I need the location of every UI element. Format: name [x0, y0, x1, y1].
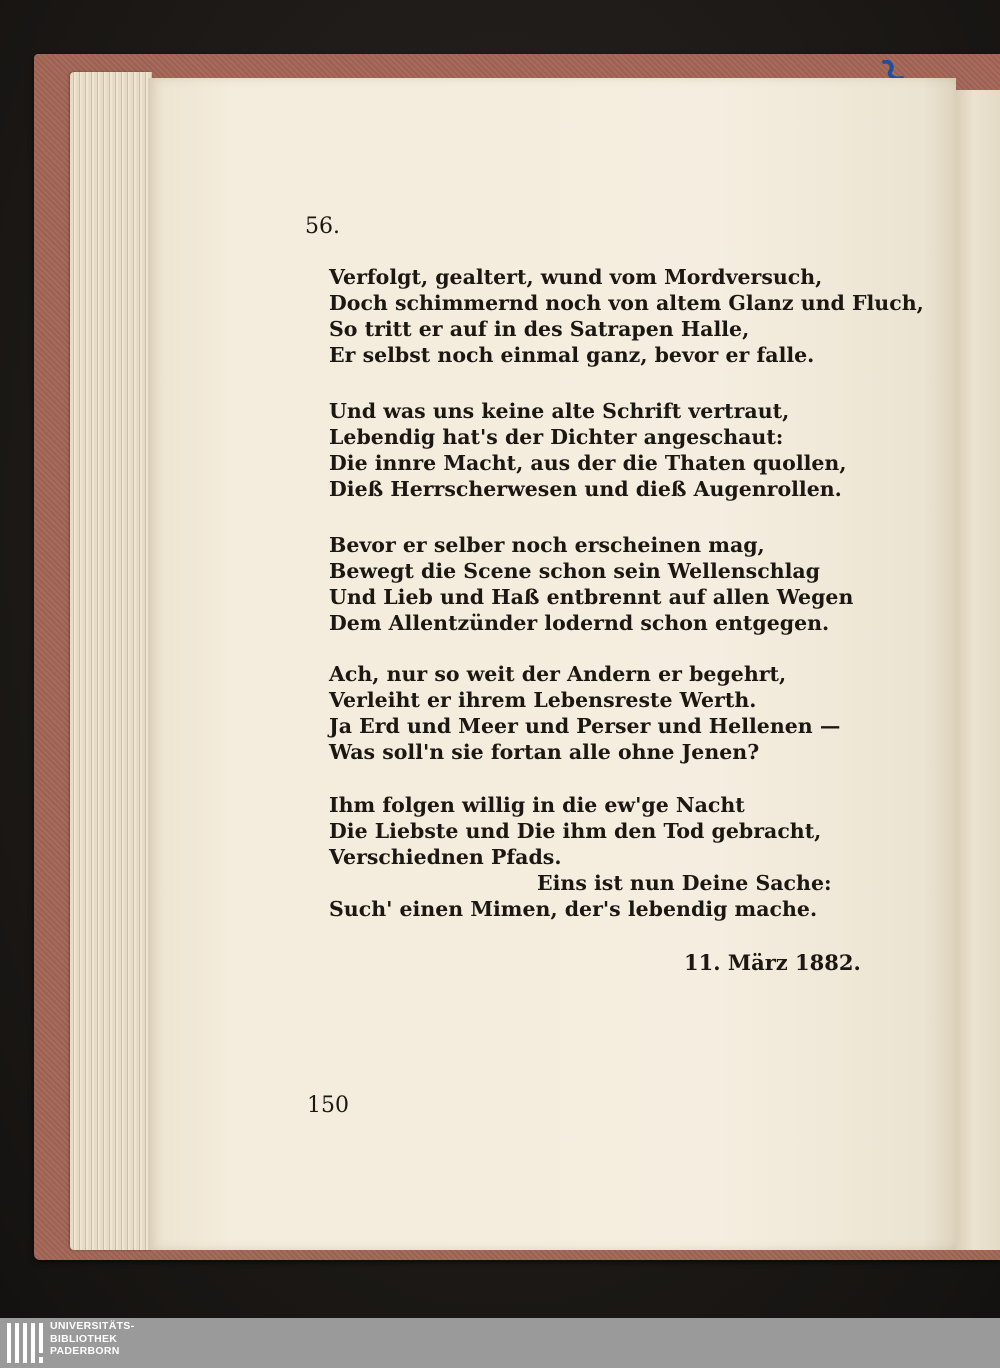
poem-line: Und Lieb und Haß entbrennt auf allen Wegen [329, 585, 854, 609]
poem-line: Und was uns keine alte Schrift vertraut, [329, 399, 790, 423]
page-edges [70, 72, 152, 1250]
poem-line: Verschiednen Pfads. [329, 845, 562, 869]
poem-line: Dem Allentzünder lodernd schon entgegen. [329, 611, 830, 635]
poem-date: 11. März 1882. [684, 950, 861, 975]
poem-line: Bevor er selber noch erscheinen mag, [329, 533, 765, 557]
poem-number: 56. [305, 214, 340, 239]
page-number: 150 [307, 1093, 349, 1118]
stanza [329, 398, 846, 502]
library-logo-text [50, 1320, 134, 1358]
poem-line: Doch schimmernd noch von altem Glanz und Fluch, [329, 291, 924, 315]
footer-bar [0, 1318, 1000, 1368]
poem-line: Was soll'n sie fortan alle ohne Jenen? [329, 740, 760, 764]
poem-line: Die Liebste und Die ihm den Tod gebracht, [329, 819, 822, 843]
logo-line: UNIVERSITÄTS- [50, 1320, 135, 1332]
facing-page [956, 90, 1000, 1250]
poem-line: Die innre Macht, aus der die Thaten quollen, [329, 451, 847, 475]
logo-line: BIBLIOTHEK [50, 1332, 118, 1345]
stanza [329, 532, 853, 636]
poem-line: Verleiht er ihrem Lebensreste Werth. [329, 688, 757, 712]
stanza [329, 264, 924, 368]
poem-line: Verfolgt, gealtert, wund vom Mordversuch, [329, 265, 823, 289]
poem-line: Ach, nur so weit der Andern er begehrt, [329, 662, 787, 686]
poem-line: Eins ist nun Deine Sache: [537, 871, 832, 895]
poem-line: Ja Erd und Meer und Perser und Hellenen — [329, 714, 841, 738]
logo-line: PADERBORN [50, 1345, 120, 1357]
stanza [329, 661, 840, 765]
poem-line: Dieß Herrscherwesen und dieß Augenrollen. [329, 477, 842, 501]
poem-line: Ihm folgen willig in die ew'ge Nacht [329, 793, 745, 817]
poem-line: Er selbst noch einmal ganz, bevor er falle. [329, 343, 815, 367]
poem-line: Bewegt die Scene schon sein Wellenschlag [329, 559, 821, 583]
poem-line: Lebendig hat's der Dichter angeschaut: [329, 425, 784, 449]
poem-line: So tritt er auf in des Satrapen Halle, [329, 317, 750, 341]
university-library-bars-icon [6, 1321, 48, 1365]
poem-line: Such' einen Mimen, der's lebendig mache. [329, 897, 818, 921]
stanza [329, 792, 832, 922]
